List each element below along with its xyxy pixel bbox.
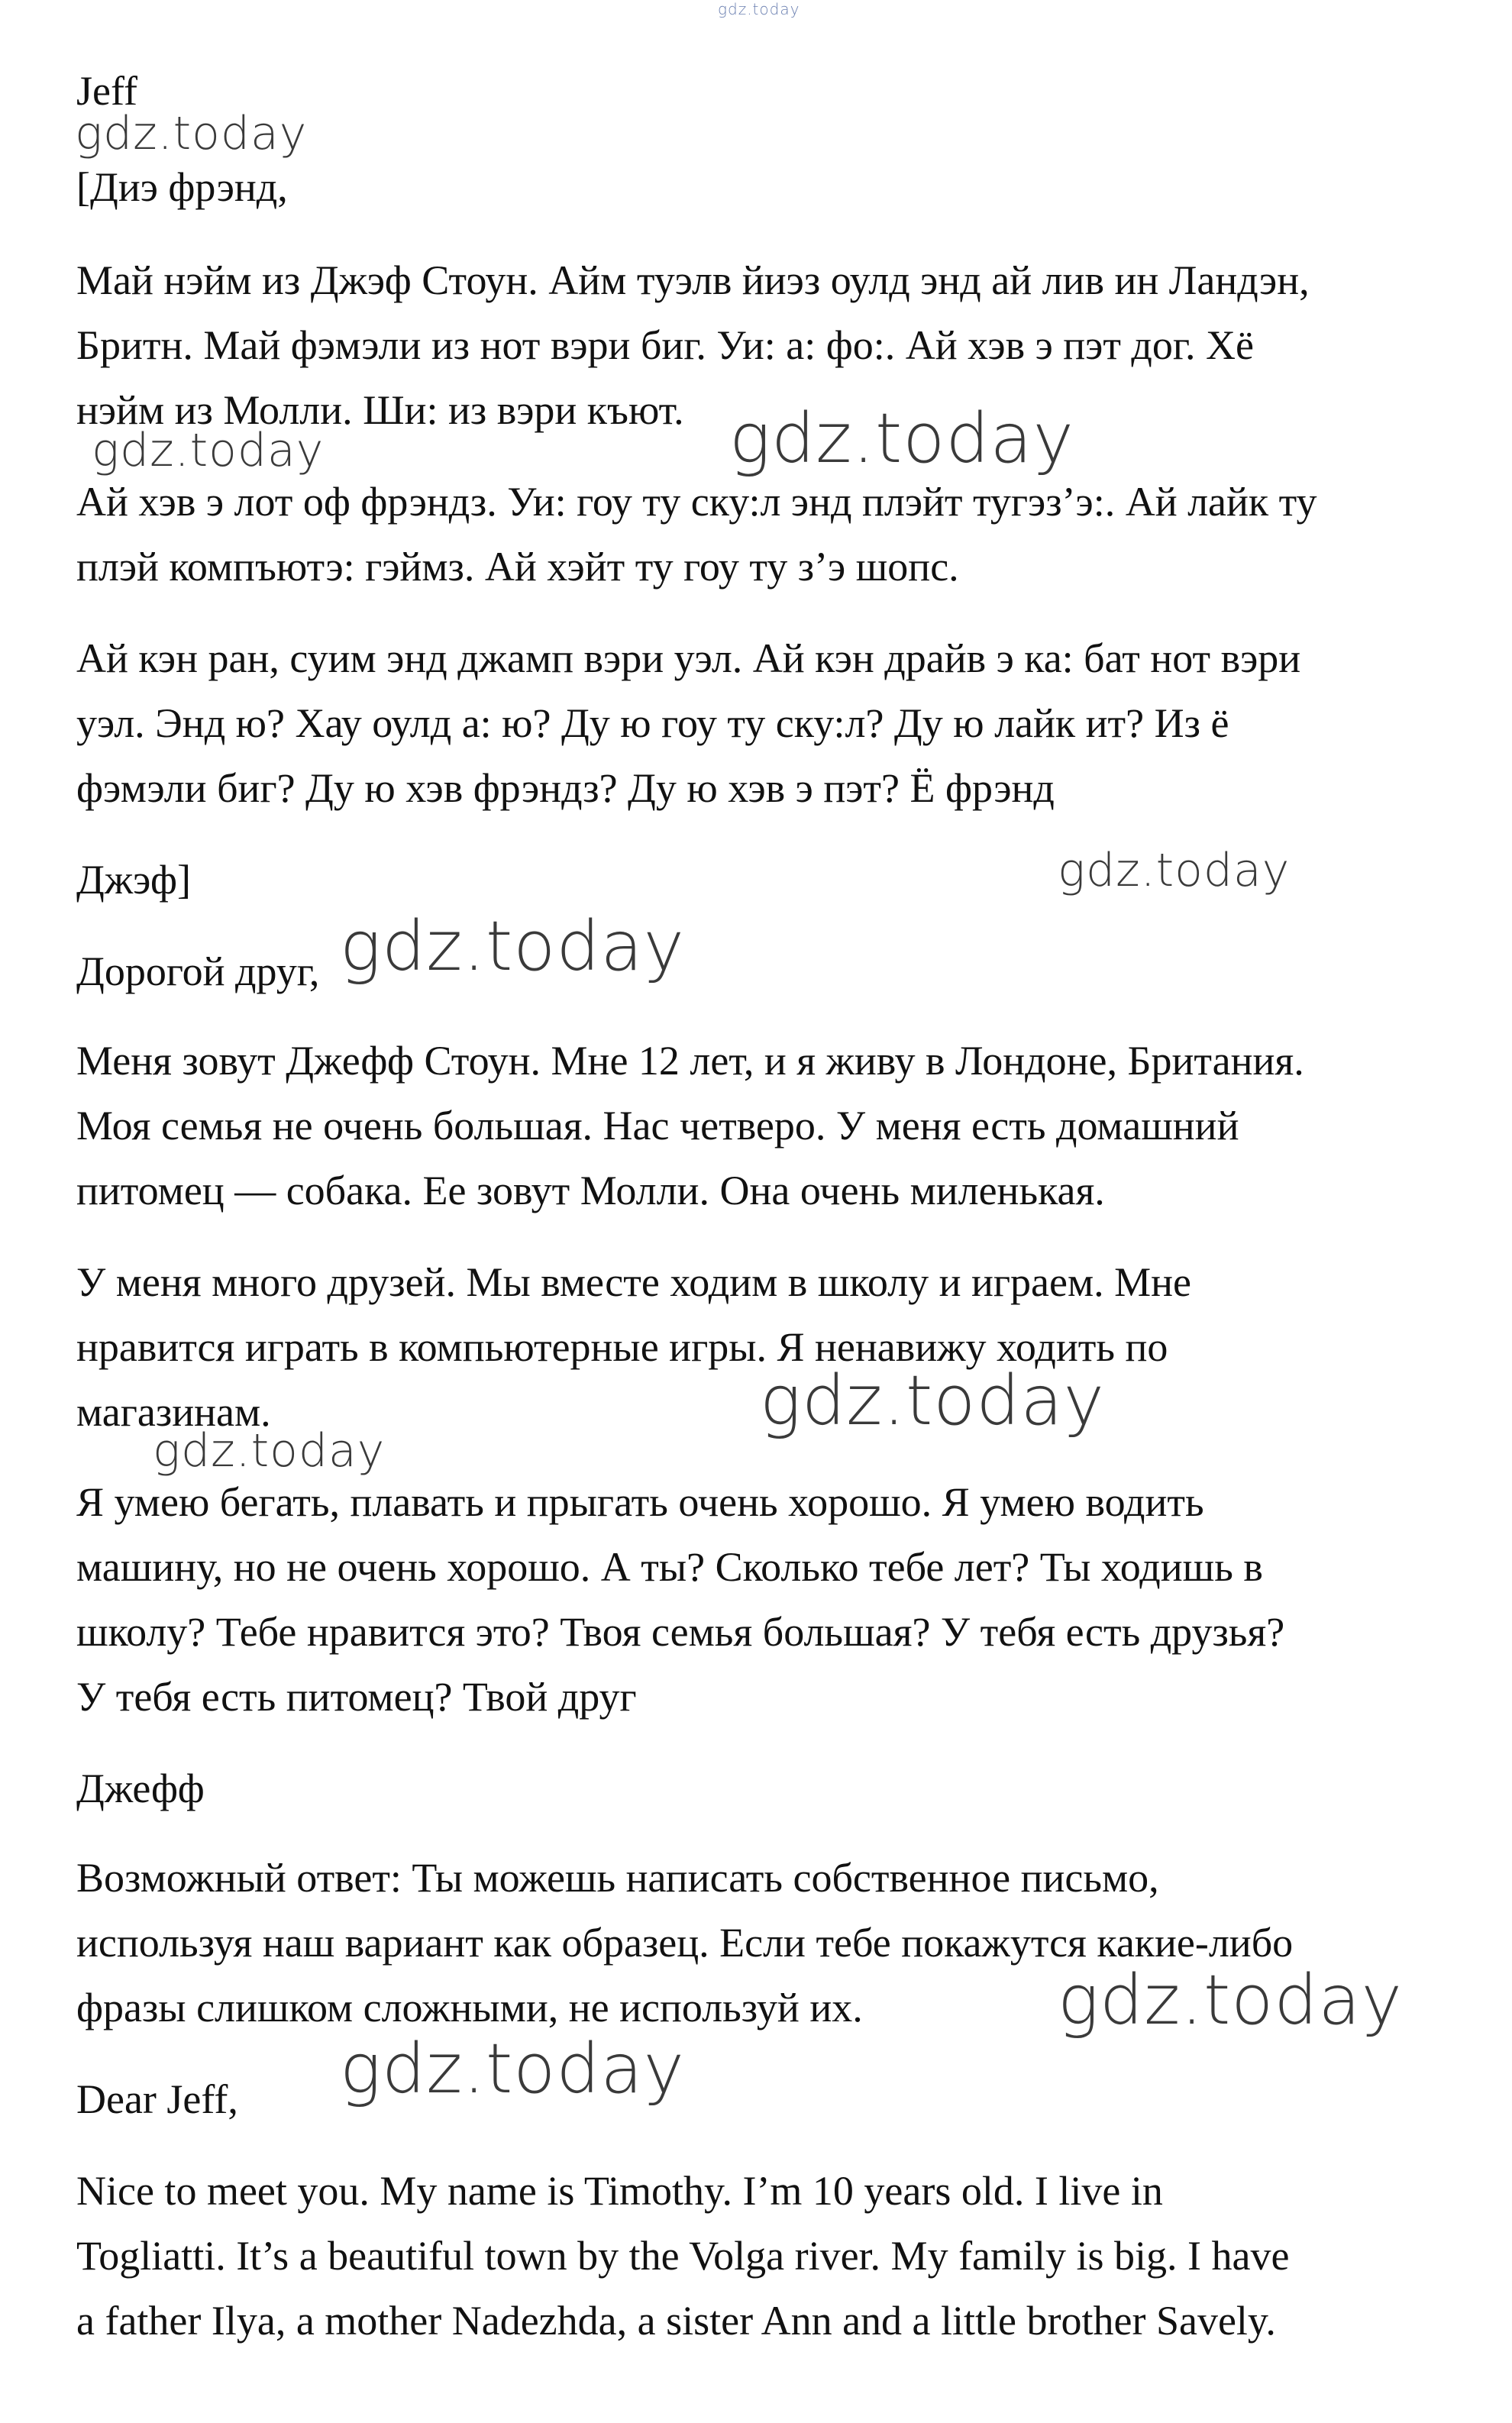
translation-line: Моя семья не очень большая. Нас четверо. У меня есть домашний	[76, 1103, 1239, 1149]
instruction-line: фразы слишком сложными, не используй их.	[76, 1985, 863, 2030]
reply-line: a father Ilya, a mother Nadezhda, a sister Ann and a little brother Savely.	[76, 2298, 1276, 2344]
transcription-line: Ай хэв э лот оф фрэндз. Уи: гоу ту ску:л энд плэйт тугэз’э:. Ай лайк ту	[76, 479, 1317, 525]
watermark: gdz.today	[340, 906, 685, 987]
watermark: gdz.today	[729, 399, 1074, 479]
translation-line: У меня много друзей. Мы вместе ходим в школу и играем. Мне	[76, 1259, 1192, 1305]
reply-greeting: Dear Jeff,	[76, 2076, 238, 2122]
watermark: gdz.today	[1058, 1960, 1403, 2040]
watermark: gdz.today	[75, 107, 308, 160]
watermark: gdz.today	[340, 2029, 685, 2109]
watermark: gdz.today	[153, 1424, 386, 1478]
transcription-line: Ай кэн ран, суим энд джамп вэри уэл. Ай кэн драйв э ка: бат нот вэри	[76, 635, 1301, 681]
signature-top: Jeff	[76, 68, 137, 114]
translation-greeting: Дорогой друг,	[76, 948, 320, 994]
translation-line: У тебя есть питомец? Твой друг	[76, 1674, 637, 1720]
translation-line: машину, но не очень хорошо. А ты? Сколько тебе лет? Ты ходишь в	[76, 1544, 1263, 1590]
transcription-line: нэйм из Молли. Ши: из вэри къют.	[76, 387, 684, 433]
instruction-line: используя наш вариант как образец. Если тебе покажутся какие-либо	[76, 1920, 1294, 1966]
translation-line: нравится играть в компьютерные игры. Я ненавижу ходить по	[76, 1324, 1168, 1370]
transcription-line: уэл. Энд ю? Хау оулд а: ю? Ду ю гоу ту ску:л? Ду ю лайк ит? Из ё	[76, 700, 1229, 746]
watermark: gdz.today	[760, 1361, 1105, 1441]
transcription-line: Бритн. Май фэмэли из нот вэри биг. Уи: а: фо:. Ай хэв э пэт дог. Хё	[76, 322, 1254, 368]
watermark: gdz.today	[92, 424, 325, 477]
transcription-line: [Диэ фрэнд,	[76, 164, 288, 210]
transcription-line: плэй компъютэ: гэймз. Ай хэйт ту гоу ту з’э шопс.	[76, 544, 959, 590]
instruction-line: Возможный ответ: Ты можешь написать собственное письмо,	[76, 1855, 1159, 1901]
translation-line: Я умею бегать, плавать и прыгать очень хорошо. Я умею водить	[76, 1479, 1204, 1525]
watermark: gdz.today	[1058, 844, 1291, 897]
header-watermark: gdz.today	[718, 0, 800, 18]
transcription-signature: Джэф]	[76, 857, 191, 903]
reply-line: Nice to meet you. My name is Timothy. I’m 10 years old. I live in	[76, 2168, 1163, 2214]
translation-line: магазинам.	[76, 1389, 271, 1435]
reply-line: Togliatti. It’s a beautiful town by the Volga river. My family is big. I have	[76, 2233, 1290, 2279]
translation-line: школу? Тебе нравится это? Твоя семья большая? У тебя есть друзья?	[76, 1609, 1285, 1655]
translation-signature: Джефф	[76, 1766, 205, 1811]
translation-line: Меня зовут Джефф Стоун. Мне 12 лет, и я живу в Лондоне, Британия.	[76, 1038, 1304, 1084]
translation-line: питомец — собака. Ее зовут Молли. Она очень миленькая.	[76, 1168, 1105, 1213]
transcription-line: фэмэли биг? Ду ю хэв фрэндз? Ду ю хэв э пэт? Ё фрэнд	[76, 765, 1055, 811]
transcription-line: Май нэйм из Джэф Стоун. Айм туэлв йиэз оулд энд ай лив ин Ландэн,	[76, 257, 1310, 303]
